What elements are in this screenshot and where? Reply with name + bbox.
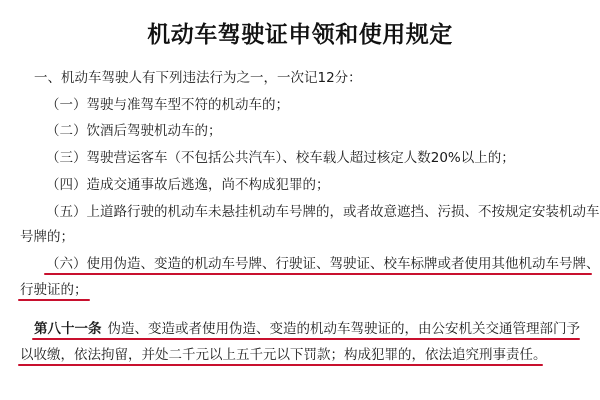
- red-underline-item-6-continuation: [18, 299, 90, 301]
- list-item-4: （四）造成交通事故后逃逸，尚不构成犯罪的；: [46, 177, 330, 193]
- list-item-3: （三）驾驶营运客车（不包括公共汽车）、校车载人超过核定人数20%以上的；: [46, 150, 515, 166]
- section-heading: 一、机动车驾驶人有下列违法行为之一，一次记12分：: [34, 70, 362, 86]
- red-underline-item-6: [44, 273, 592, 275]
- list-item-6-continuation: 行驶证的；: [20, 282, 88, 298]
- list-item-2: （二）饮酒后驾驶机动车的；: [46, 123, 222, 139]
- article-label: 第八十一条: [34, 321, 102, 337]
- list-item-1: （一）驾驶与准驾车型不符的机动车的；: [46, 97, 289, 113]
- red-underline-article-line-2: [18, 364, 543, 366]
- list-item-6: （六）使用伪造、变造的机动车号牌、行驶证、驾驶证、校车标牌或者使用其他机动车号牌、: [46, 256, 600, 272]
- red-underline-article-line-1: [32, 338, 580, 340]
- article-line-1: [34, 321, 580, 337]
- list-item-5: （五）上道路行驶的机动车未悬挂机动车号牌的，或者故意遮挡、污损、不按规定安装机动车: [46, 204, 600, 220]
- document-title: 机动车驾驶证申领和使用规定: [147, 22, 453, 48]
- list-item-5-continuation: 号牌的；: [20, 229, 74, 245]
- article-text-line-1: 伪造、变造或者使用伪造、变造的机动车驾驶证的，由公安机关交通管理部门予: [107, 321, 580, 337]
- article-text-line-2: 以收缴，依法拘留，并处二千元以上五千元以下罚款；构成犯罪的，依法追究刑事责任。: [20, 347, 547, 363]
